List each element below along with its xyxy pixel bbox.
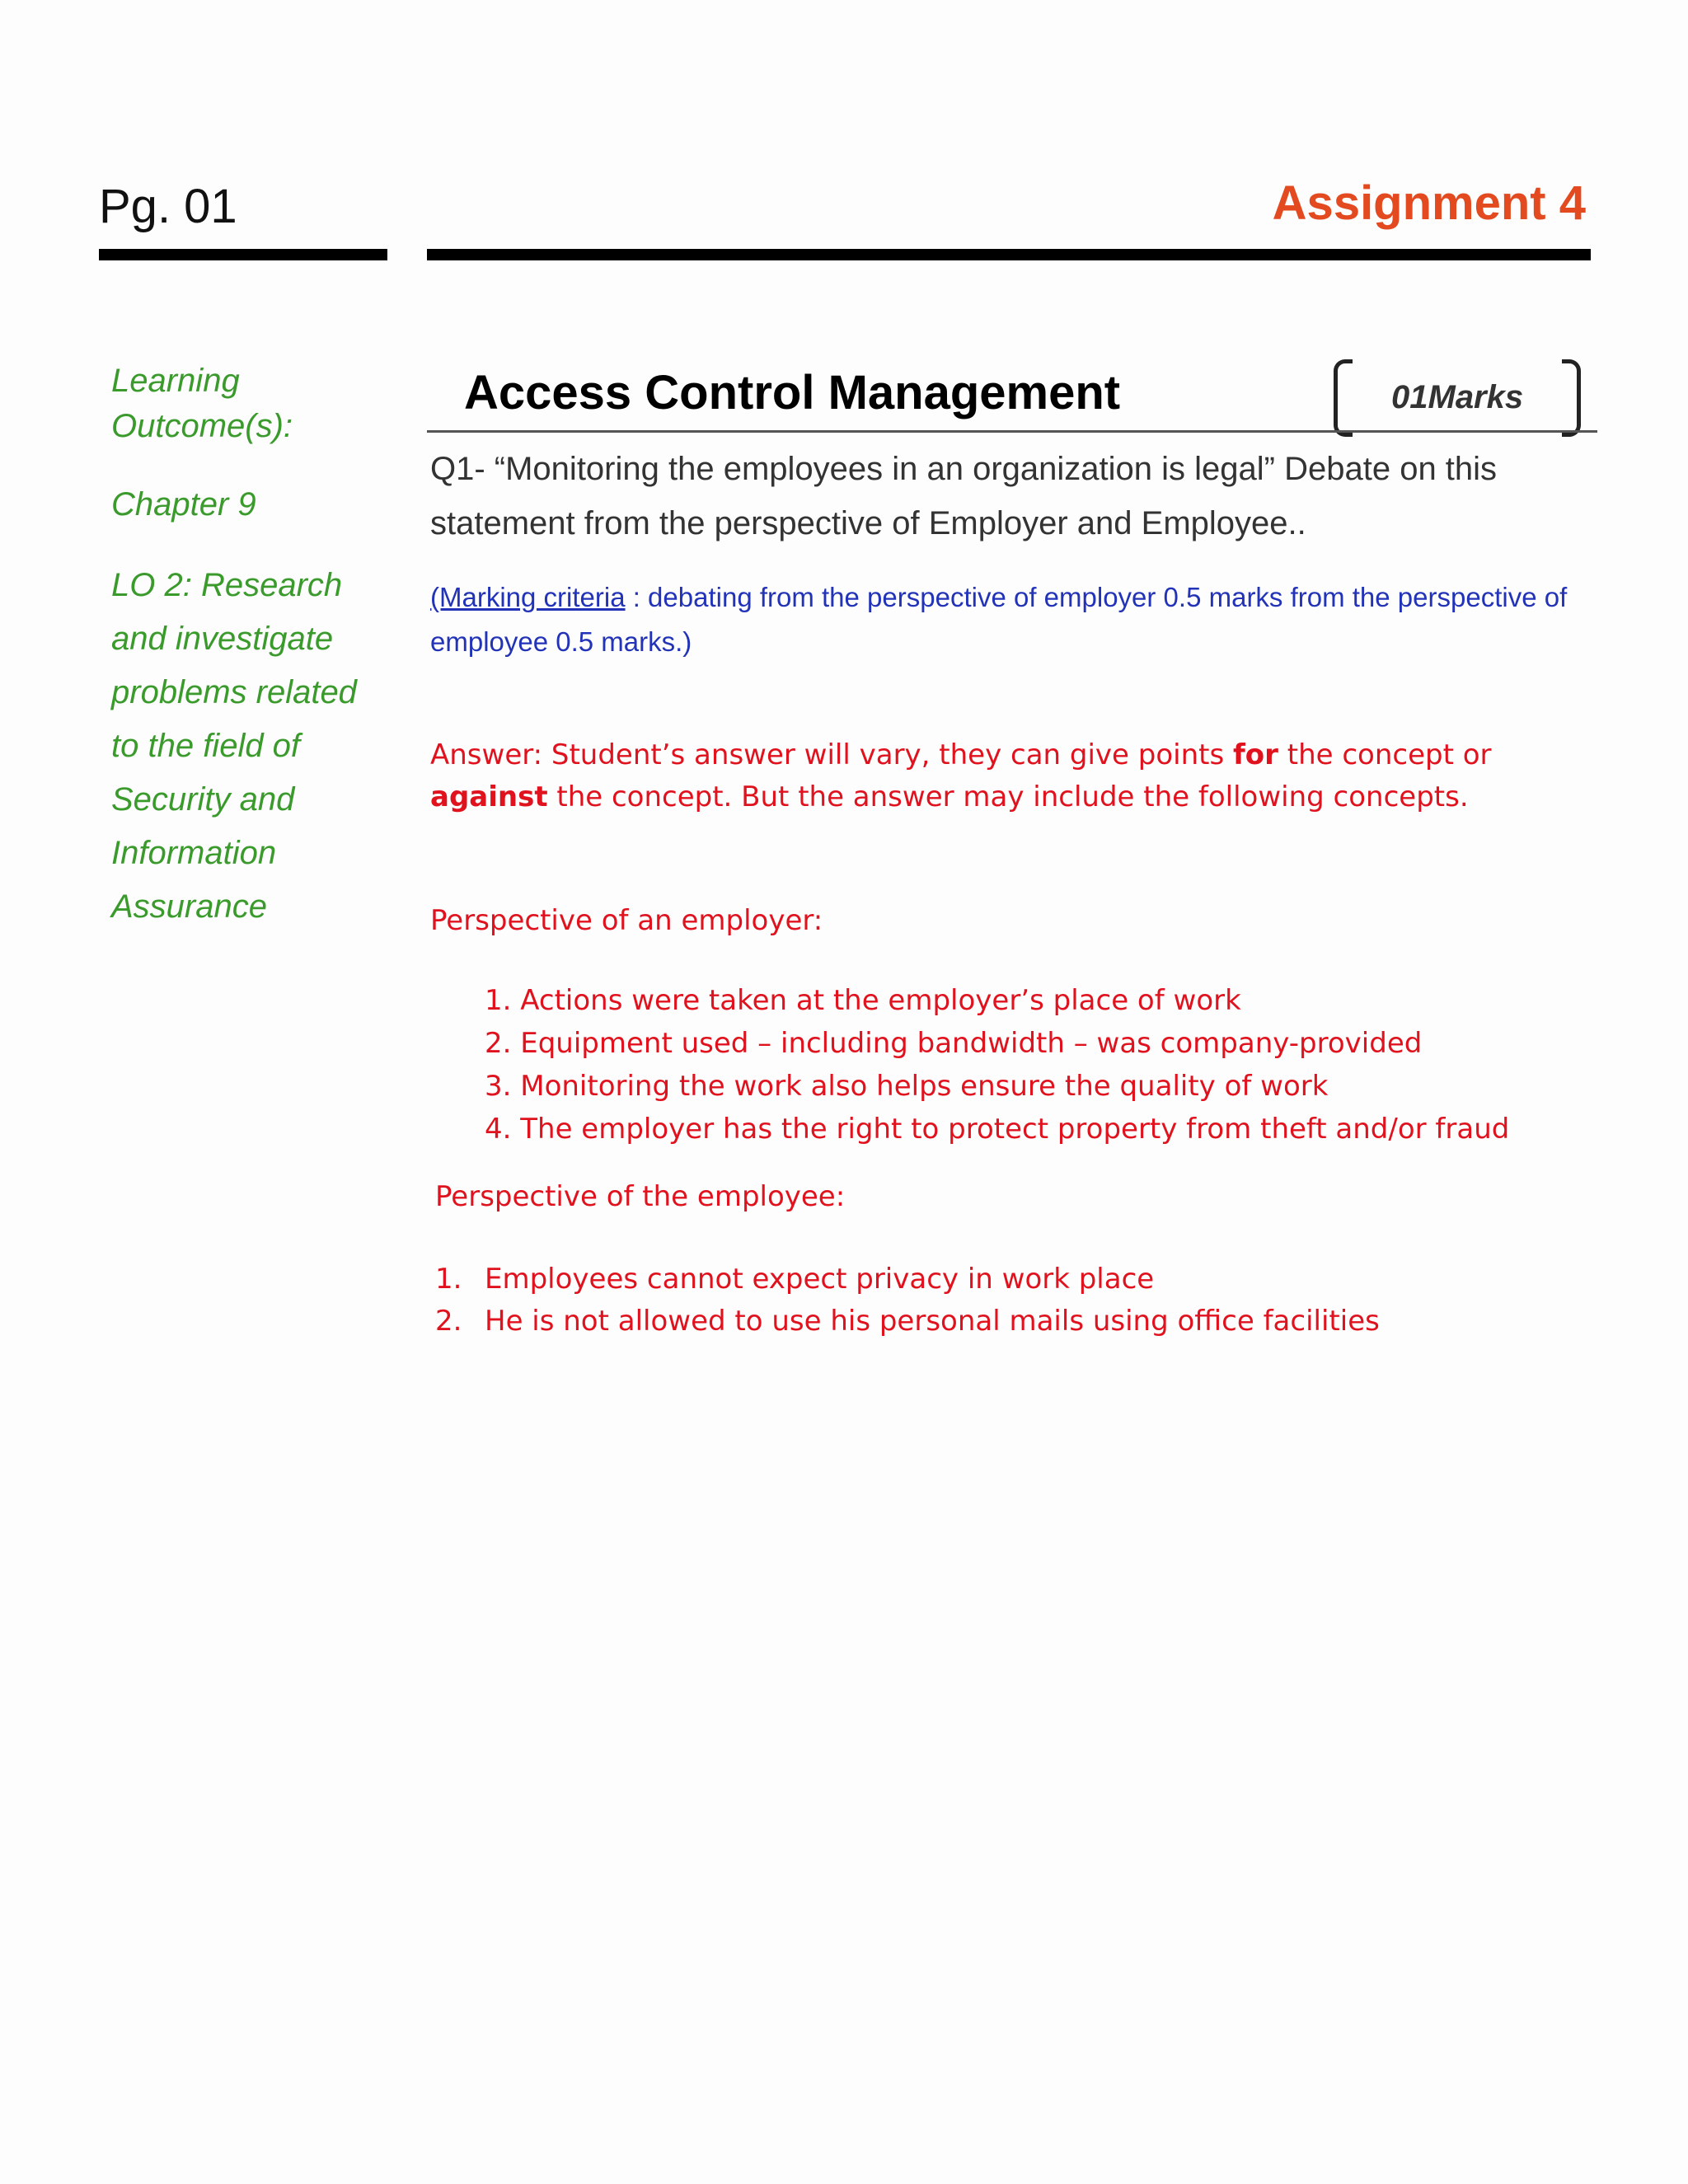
answer-intro-part2: the concept or [1278,738,1492,771]
marking-criteria [430,575,1584,664]
title-underline [427,430,1597,433]
answer-intro-part1: Answer: Student’s answer will vary, they can give points [430,738,1234,771]
header-rule-right [427,249,1591,260]
learning-outcomes-heading: Learning Outcome(s): [111,363,293,444]
answer-intro-part3: the concept. But the answer may include the following concepts. [547,780,1469,813]
list-item: 2. Equipment used – including bandwidth – was company-provided [485,1027,1423,1060]
left-bracket-icon [1334,359,1353,437]
marks-label: 01Marks [1391,379,1524,415]
marking-criteria-text: : debating from the perspective of employer 0.5 marks from the perspective of employee 0.5 marks.) [430,582,1568,657]
section-title: Access Control Management [464,366,1121,419]
list-item [435,1258,1380,1301]
list-item: 4. The employer has the right to protect property from theft and/or fraud [485,1113,1510,1146]
right-bracket-icon [1562,359,1581,437]
list-item [435,1301,1380,1343]
question-text: Q1- “Monitoring the employees in an organization is legal” Debate on this statement from the perspective of Employer and Employee.. [430,451,1498,541]
list-item: 1. Actions were taken at the employer’s place of work [485,984,1241,1017]
list-text: Employees cannot expect privacy in work place [485,1263,1155,1296]
list-number: 1. [435,1263,462,1296]
header-rule-left [99,249,387,260]
marks-box [1334,359,1581,434]
answer-bold-against: against [430,780,548,813]
marking-criteria-label: (Marking criteria [430,582,626,612]
list-number: 2. [435,1305,462,1338]
list-text: He is not allowed to use his personal mails using office facilities [485,1305,1380,1338]
answer-intro [430,734,1584,818]
learning-outcomes-sidebar [111,359,383,934]
page-number: Pg. 01 [99,180,237,233]
answer-bold-for: for [1233,738,1278,771]
employee-perspective-heading: Perspective of the employee: [435,1180,846,1213]
employer-perspective-heading: Perspective of an employer: [430,904,823,937]
employee-points-list [435,1258,1380,1343]
chapter-label: Chapter 9 [111,486,256,523]
employer-points-list [485,979,1509,1151]
list-item: 3. Monitoring the work also helps ensure the quality of work [485,1070,1329,1103]
assignment-title: Assignment 4 [1272,176,1586,230]
learning-outcome-text: LO 2: Research and investigate problems related to the field of Security and Information Assurance [111,567,357,925]
